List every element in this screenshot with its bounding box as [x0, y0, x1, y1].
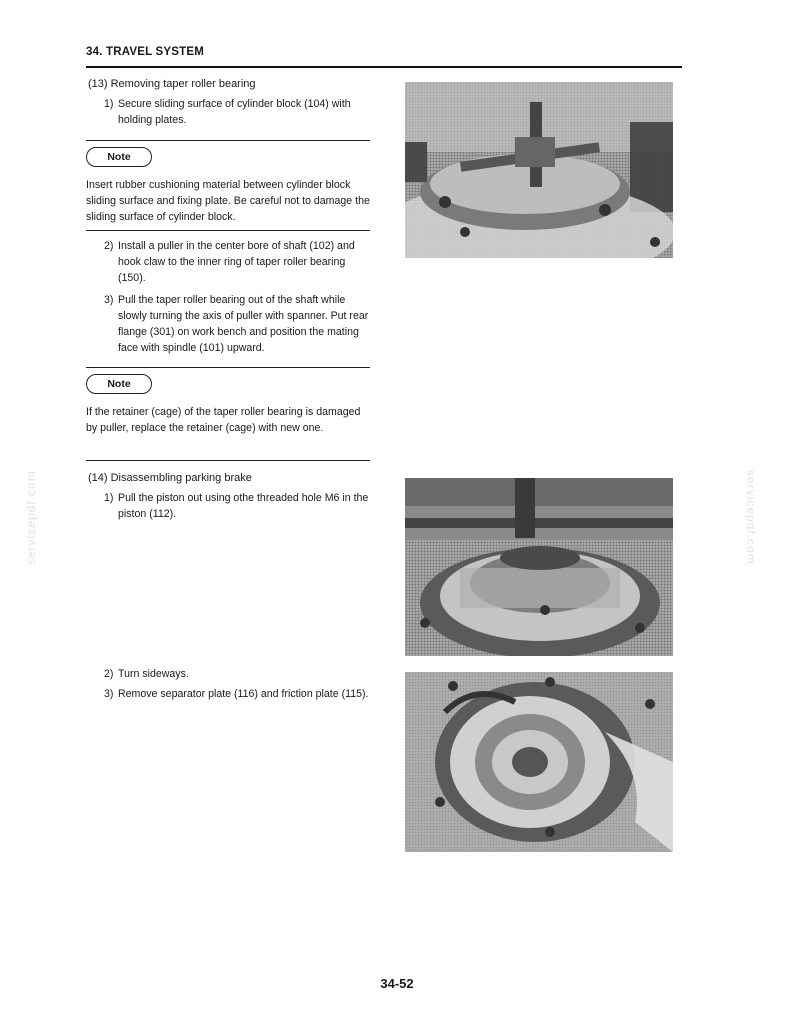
note-text: If the retainer (cage) of the taper roller bearing is damaged by puller, replace the retainer (cage) with new one.	[86, 406, 361, 434]
step-text: Turn sideways.	[118, 668, 189, 680]
step-13-3	[104, 292, 370, 356]
step-number: 1)	[104, 492, 114, 504]
step-text: Remove separator plate (116) and friction plate (115).	[118, 688, 369, 700]
watermark-right: servicepdf.com	[744, 470, 758, 565]
divider	[86, 460, 370, 461]
note-text: Insert rubber cushioning material between cylinder block sliding surface and fixing plate. Be careful not to damage the sliding surface of cylinder block.	[86, 179, 370, 223]
divider	[86, 140, 370, 141]
photo-separator-friction-plates	[405, 672, 673, 852]
step-number: 3)	[104, 294, 114, 306]
step-13-1	[104, 96, 370, 128]
step-14-3	[104, 686, 370, 702]
section-13-title: (13) Removing taper roller bearing	[88, 78, 256, 90]
photo-cylinder-block-holding-plates	[405, 82, 673, 258]
step-text: Pull the taper roller bearing out of the shaft while slowly turning the axis of puller with spanner. Put rear flange (301) on work bench and position the mating face with spindle (101) upward.	[118, 294, 369, 354]
watermark-left: servicepdf.com	[24, 470, 38, 565]
step-text: Install a puller in the center bore of shaft (102) and hook claw to the inner ring of taper roller bearing (150).	[118, 240, 355, 284]
section-header-title: 34. TRAVEL SYSTEM	[86, 46, 205, 58]
header-divider	[86, 66, 682, 68]
step-14-2	[104, 666, 370, 682]
step-number: 1)	[104, 98, 114, 110]
step-13-2	[104, 238, 370, 286]
page-number: 34-52	[380, 976, 414, 991]
note-label: Note	[86, 147, 152, 167]
section-14-title: (14) Disassembling parking brake	[88, 472, 252, 484]
divider	[86, 230, 370, 231]
step-number: 2)	[104, 668, 114, 680]
photo-piston-removal	[405, 478, 673, 656]
step-number: 3)	[104, 688, 114, 700]
step-text: Secure sliding surface of cylinder block (104) with holding plates.	[118, 98, 351, 126]
divider	[86, 367, 370, 368]
note-label: Note	[86, 374, 152, 394]
step-number: 2)	[104, 240, 114, 252]
step-text: Pull the piston out using othe threaded hole M6 in the piston (112).	[118, 492, 369, 520]
step-14-1	[104, 490, 370, 522]
